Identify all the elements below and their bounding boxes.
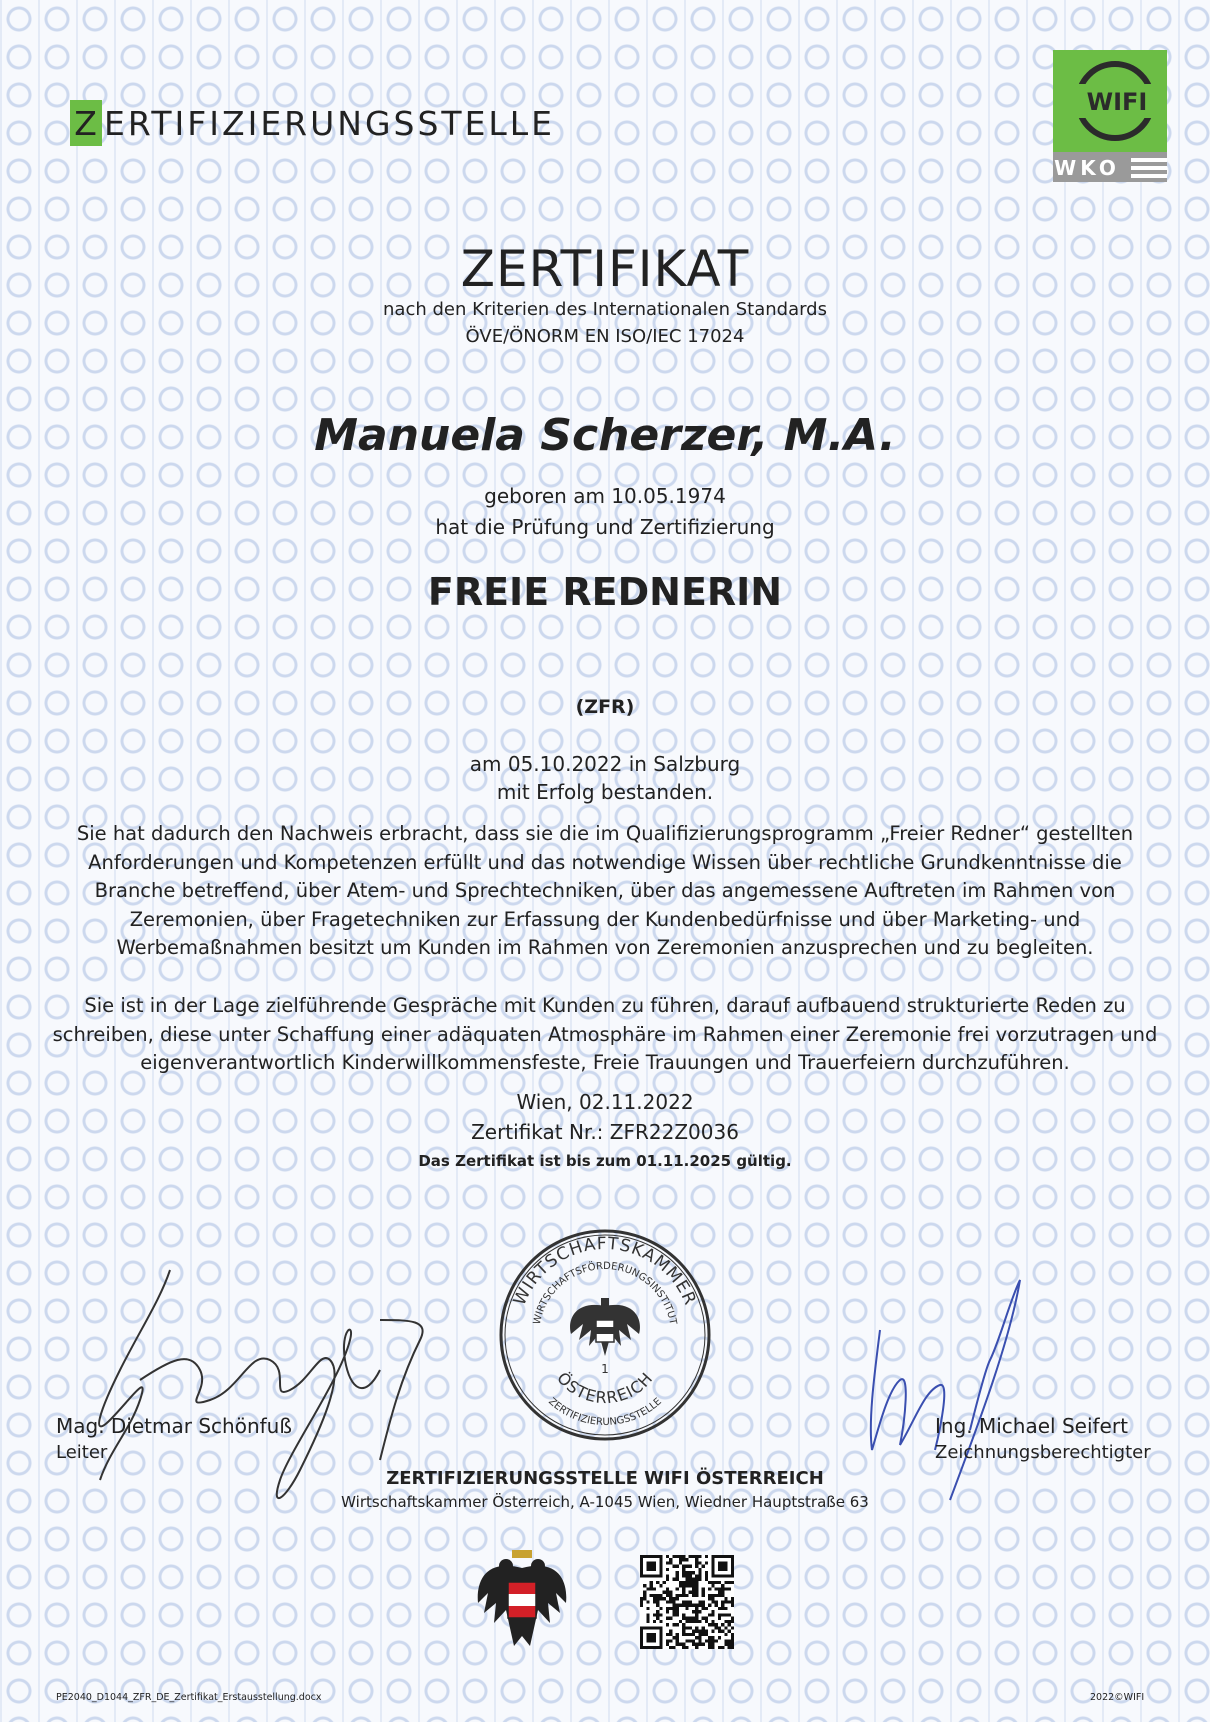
qr-code bbox=[640, 1555, 734, 1649]
austrian-eagle-icon bbox=[474, 1548, 570, 1652]
seal-outer-bottom-text: ZERTIFIZIERUNGSSTELLE bbox=[546, 1396, 664, 1429]
issuing-organization: ZERTIFIZIERUNGSSTELLE WIFI ÖSTERREICH bbox=[386, 1468, 824, 1489]
document-reference: PE2040_D1044_ZFR_DE_Zertifikat_Erstausstellung.docx bbox=[56, 1692, 322, 1703]
seal-number: 1 bbox=[601, 1362, 609, 1376]
exam-result: mit Erfolg bestanden. bbox=[496, 780, 714, 804]
qualification-abbreviation: (ZFR) bbox=[575, 696, 635, 718]
signer-right-role: Zeichnungsberechtigter bbox=[935, 1442, 1151, 1463]
criteria-standard: ÖVE/ÖNORM EN ISO/IEC 17024 bbox=[465, 326, 745, 347]
organization-address: Wirtschaftskammer Österreich, A-1045 Wien, Wiedner Hauptstraße 63 bbox=[341, 1493, 869, 1511]
copyright-notice: 2022©WIFI bbox=[1090, 1692, 1145, 1703]
header-certification-body bbox=[70, 100, 555, 146]
seal-bottom-text: ÖSTERREICH bbox=[553, 1368, 657, 1408]
seal-inner-top-text: WIRTSCHAFTSFÖRDERUNGSINSTITUT bbox=[531, 1260, 679, 1326]
qualification-title: FREIE REDNERIN bbox=[427, 570, 783, 614]
header-title: ERTIFIZIERUNGSSTELLE bbox=[104, 103, 556, 143]
official-seal-stamp bbox=[495, 1225, 715, 1445]
description-paragraph-1: Sie hat dadurch den Nachweis erbracht, dass sie die im Qualifizierungsprogramm „Freier Redner“ gestellten Anforderungen und Kompetenzen erfüllt und das notwendige Wissen über rechtliche Grundkenntnisse die Branche betreffend, über Atem- und Sprechtechniken, über das angemessene Auftreten im Rahmen von Zeremonien, über Fragetechniken zur Erfassung der Kundenbedürfnisse und über Marketing- und Werbemaßnahmen besitzt um Kunden im Rahmen von Zeremonien anzusprechen und zu begleiten. bbox=[76, 822, 1134, 960]
criteria-line-1: nach den Kriterien des Internationalen Standards bbox=[383, 299, 827, 320]
seal-eagle-icon bbox=[570, 1298, 640, 1356]
exam-date-place: am 05.10.2022 in Salzburg bbox=[469, 752, 741, 776]
certificate-title: ZERTIFIKAT bbox=[460, 240, 750, 298]
issue-place-date: Wien, 02.11.2022 bbox=[516, 1090, 694, 1114]
holder-birthdate: geboren am 10.05.1974 bbox=[484, 484, 726, 508]
signer-left-name: Mag. Dietmar Schönfuß bbox=[56, 1414, 292, 1438]
wifi-wko-logo bbox=[1053, 50, 1167, 196]
logo-wifi-text: WIFI bbox=[1086, 88, 1148, 116]
signer-right-name: Ing. Michael Seifert bbox=[935, 1414, 1128, 1438]
validity-text: Das Zertifikat ist bis zum 01.11.2025 gültig. bbox=[418, 1152, 792, 1170]
signer-left-role: Leiter bbox=[56, 1442, 108, 1463]
holder-name: Manuela Scherzer, M.A. bbox=[314, 410, 896, 461]
certificate-number: Zertifikat Nr.: ZFR22Z0036 bbox=[471, 1120, 739, 1144]
seal-outer-top-text: WIRTSCHAFTSKAMMER bbox=[509, 1233, 701, 1309]
passed-text: hat die Prüfung und Zertifizierung bbox=[435, 515, 775, 539]
header-first-letter: Z bbox=[70, 100, 102, 146]
logo-wko-text: WKO bbox=[1054, 156, 1120, 180]
description-paragraph-2: Sie ist in der Lage zielführende Gespräche mit Kunden zu führen, darauf aufbauend strukturierte Reden zu schreiben, diese unter Schaffung einer adäquaten Atmosphäre im Rahmen einer Zeremonie frei vorzutragen und eigenverantwortlich Kinderwillkommensfeste, Freie Trauungen und Trauerfeiern durchzuführen. bbox=[52, 994, 1158, 1075]
